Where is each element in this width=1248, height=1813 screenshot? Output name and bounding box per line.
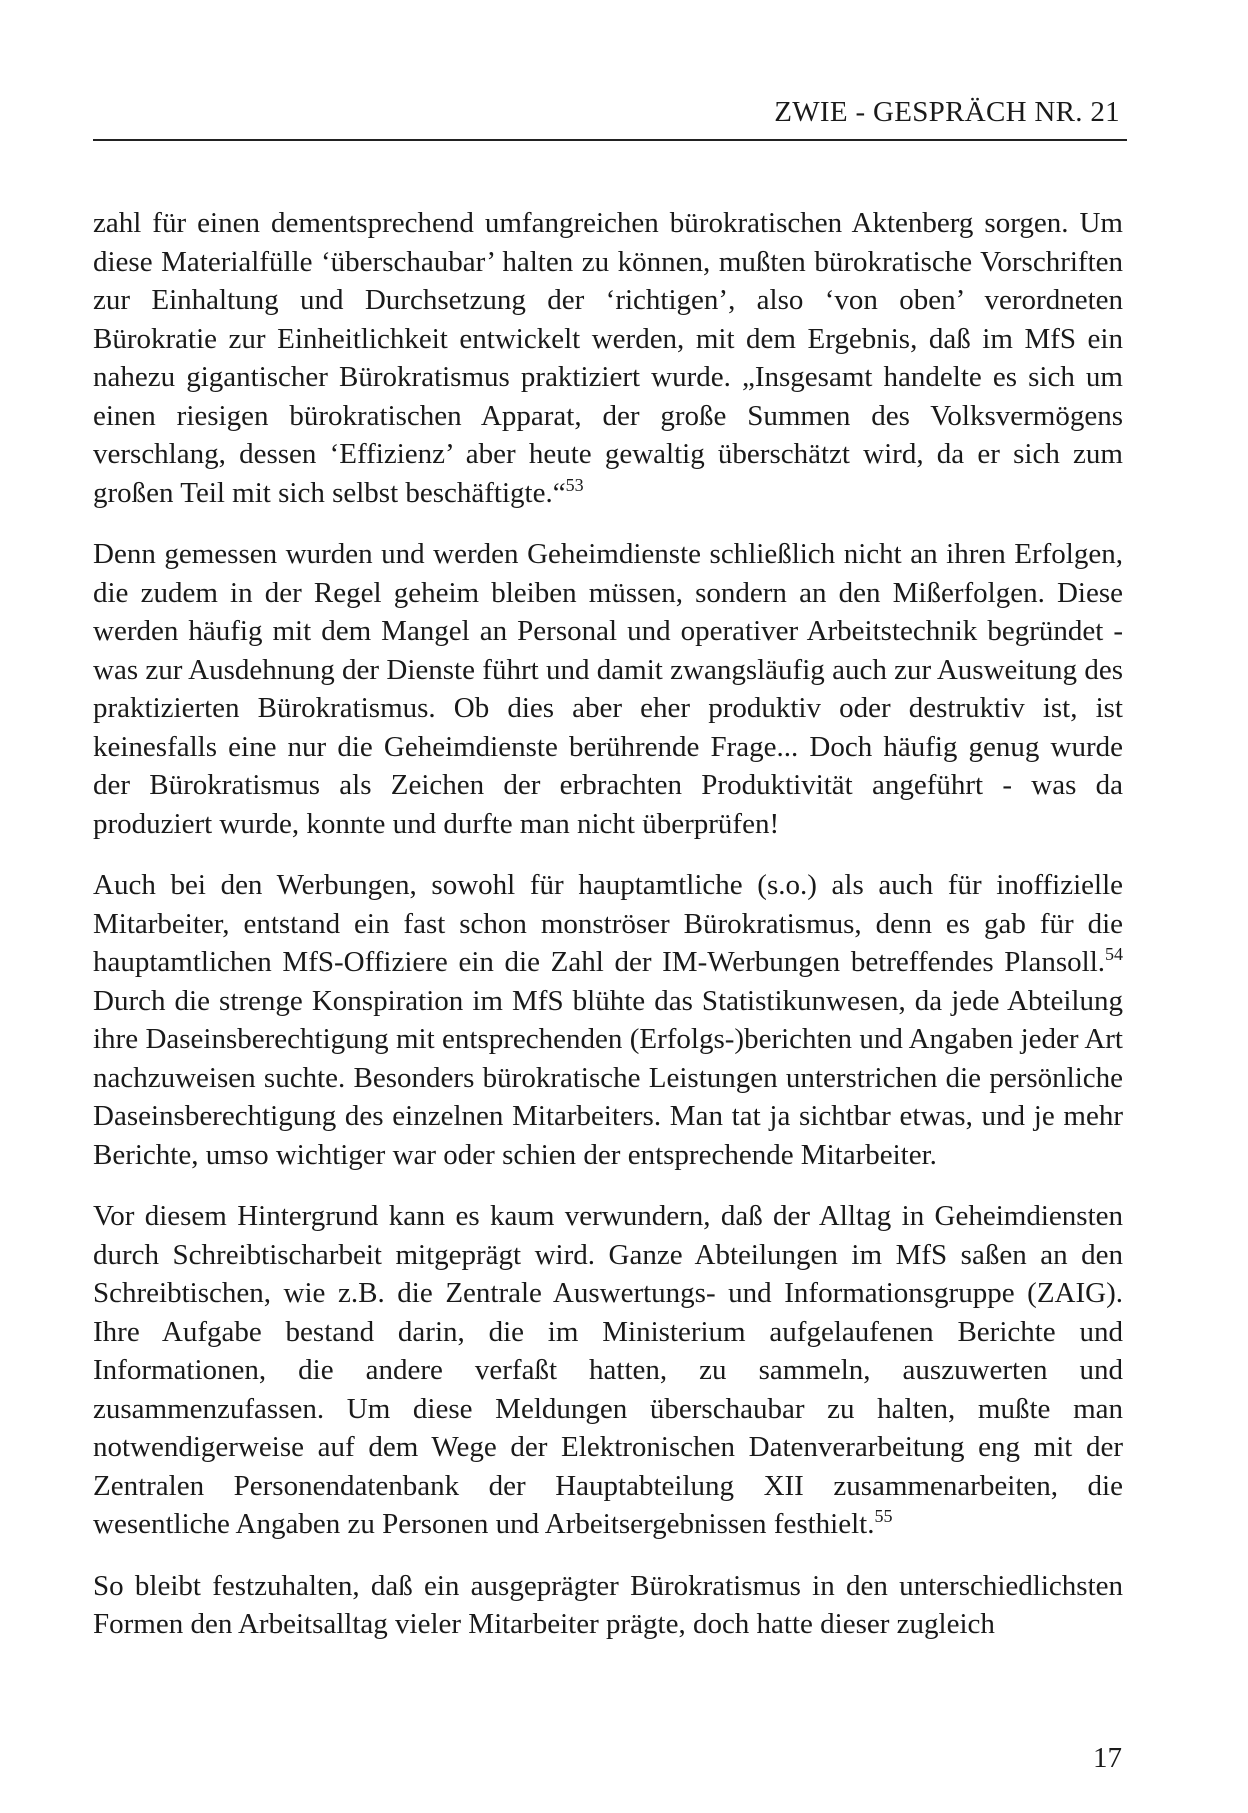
page-number: 17 — [1093, 1742, 1122, 1774]
footnote-marker: 53 — [565, 474, 584, 495]
paragraph-4 — [93, 1197, 1123, 1544]
footnote-marker: 54 — [1105, 944, 1123, 964]
footnote-marker: 55 — [874, 1506, 893, 1526]
body-text — [93, 204, 1123, 1667]
paragraph-5 — [93, 1567, 1123, 1644]
paragraph-2 — [93, 535, 1123, 843]
paragraph-1 — [93, 204, 1123, 512]
paragraph-3 — [93, 866, 1123, 1174]
paragraph-text: So bleibt festzuhalten, daß ein ausgeprägter Bürokratismus in den unterschiedlichsten Formen den Arbeitsalltag vieler Mitarbeiter prägte, doch hatte dieser zugleich — [93, 1569, 1123, 1640]
paragraph-text: Denn gemessen wurden und werden Geheimdienste schließlich nicht an ihren Erfolgen, die zudem in der Regel geheim bleiben müssen, sondern an den Mißerfolgen. Diese werden häufig mit dem Mangel an Personal und operativer Arbeitstechnik begründet - was zur Ausdehnung der Dienste führt und damit zwangsläufig auch zur Ausweitung des praktizierten Bürokratismus. Ob dies aber eher produktiv oder destruktiv ist, ist keinesfalls eine nur die Geheimdienste berührende Frage... Doch häufig genug wurde der Bürokratismus als Zeichen der erbrachten Produktivität angeführt - was da produziert wurde, konnte und durfte man nicht überprüfen! — [93, 538, 1123, 840]
paragraph-text-continued: Durch die strenge Konspiration im MfS blühte das Statistikunwesen, da jede Abteilung ihre Daseinsberechtigung mit entsprechenden (Erfolgs-)berichten und Angaben jeder Art nachzuweisen suchte. Besonders bürokratische Leistungen unterstrichen die persönliche Daseinsberechtigung des einzelnen Mitarbeiters. Man tat ja sichtbar etwas, und je mehr Berichte, umso wichtiger war oder schien der entsprechende Mitarbeiter. — [93, 984, 1123, 1171]
paragraph-text: Vor diesem Hintergrund kann es kaum verwundern, daß der Alltag in Geheimdiensten durch Schreibtischarbeit mitgeprägt wird. Ganze Abteilungen im MfS saßen an den Schreibtischen, wie z.B. die Zentrale Auswertungs- und Informationsgruppe (ZAIG). Ihre Aufgabe bestand darin, die im Ministerium aufgelaufenen Berichte und Informationen, die andere verfaßt hatten, zu sammeln, auszuwerten und zusammenzufassen. Um diese Meldungen überschaubar zu halten, mußte man notwendigerweise auf dem Wege der Elektronischen Datenverarbeitung eng mit der Zentralen Personendatenbank der Hauptabteilung XII zusammenarbeiten, die wesentliche Angaben zu Personen und Arbeitsergebnissen festhielt. — [93, 1200, 1123, 1540]
paragraph-text: zahl für einen dementsprechend umfangreichen bürokratischen Aktenberg sorgen. Um diese Materialfülle ‘überschaubar’ halten zu können, mußten bürokratische Vorschriften zur Einhaltung und Durchsetzung der ‘richtigen’, also ‘von oben’ verordneten Bürokratie zur Einheitlichkeit entwickelt werden, mit dem Ergebnis, daß im MfS ein nahezu gigantischer Bürokratismus praktiziert wurde. „Insgesamt handelte es sich um einen riesigen bürokratischen Apparat, der große Summen des Volksvermögens verschlang, dessen ‘Effizienz’ aber heute gewaltig überschätzt wird, da er sich zum großen Teil mit sich selbst beschäftigte.“ — [93, 207, 1123, 509]
header-rule — [93, 139, 1127, 141]
running-title: ZWIE - GESPRÄCH NR. 21 — [774, 96, 1120, 128]
paragraph-text: Auch bei den Werbungen, sowohl für hauptamtliche (s.o.) als auch für inoffizielle Mitarbeiter, entstand ein fast schon monströser Bürokratismus, denn es gab für die hauptamtlichen MfS-Offiziere ein die Zahl der IM-Werbungen betreffendes Plansoll. — [93, 869, 1123, 978]
